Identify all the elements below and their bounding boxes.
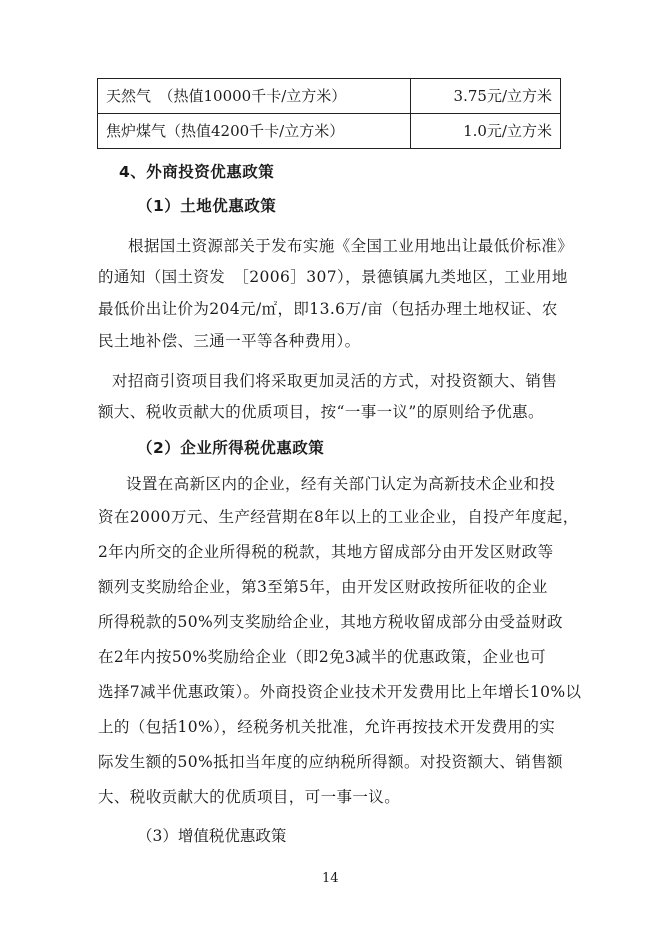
paragraph-line: 所得税款的50%列支奖励给企业，其地方税收留成部分由受益财政: [98, 613, 563, 631]
section-heading-foreign-investment: 4、外商投资优惠政策: [119, 163, 275, 181]
subheading-income-tax-policy: （2）企业所得税优惠政策: [137, 439, 325, 457]
subheading-vat-policy: （3）增值税优惠政策: [137, 827, 287, 845]
paragraph-line: 根据国土资源部关于发布实施《全国工业用地出让最低价标准》: [128, 237, 574, 255]
paragraph-line: 资在2000万元、生产经营期在8年以上的工业企业，自投产年度起，: [98, 508, 579, 526]
paragraph-line: 民土地补偿、三通一平等各种费用）。: [98, 332, 361, 350]
paragraph-line: 2年内所交的企业所得税的税款，其地方留成部分由开发区财政等: [98, 543, 554, 561]
page-number: 14: [322, 871, 339, 886]
table-cell-fuel: 天然气 （热值10000千卡/立方米）: [98, 79, 411, 114]
paragraph-line: 际发生额的50%抵扣当年度的应纳税所得额。对投资额大、销售额: [98, 753, 563, 771]
paragraph-line: 上的（包括10%），经税务机关批准，允许再按技术开发费用的实: [98, 718, 556, 736]
subheading-land-policy: （1）土地优惠政策: [137, 197, 277, 215]
paragraph-line: 大、税收贡献大的优质项目，可一事一议。: [98, 788, 401, 806]
table-cell-price: 1.0元/立方米: [411, 114, 561, 149]
table-row: [98, 79, 561, 114]
paragraph-line: 设置在高新区内的企业，经有关部门认定为高新技术企业和投: [126, 475, 556, 493]
paragraph-line: 对招商引资项目我们将采取更加灵活的方式，对投资额大、销售: [112, 372, 558, 390]
table-row: [98, 114, 561, 149]
paragraph-line: 额列支奖励给企业，第3至第5年，由开发区财政按所征收的企业: [98, 578, 548, 596]
paragraph-line: 额大、税收贡献大的优质项目，按“一事一议”的原则给予优惠。: [98, 403, 544, 421]
paragraph-line: 最低价出让价为204元/㎡，即13.6万/亩（包括办理土地权证、农: [98, 300, 558, 318]
table-cell-price: 3.75元/立方米: [411, 79, 561, 114]
energy-price-table: [97, 78, 561, 149]
paragraph-line: 在2年内按50%奖励给企业（即2免3减半的优惠政策，企业也可: [98, 648, 547, 666]
paragraph-line: 选择7减半优惠政策）。外商投资企业技术开发费用比上年增长10%以: [98, 683, 582, 701]
paragraph-line: 的通知（国土资发 ［2006］307），景德镇属九类地区，工业用地: [98, 268, 568, 286]
table-cell-fuel: 焦炉煤气（热值4200千卡/立方米）: [98, 114, 411, 149]
